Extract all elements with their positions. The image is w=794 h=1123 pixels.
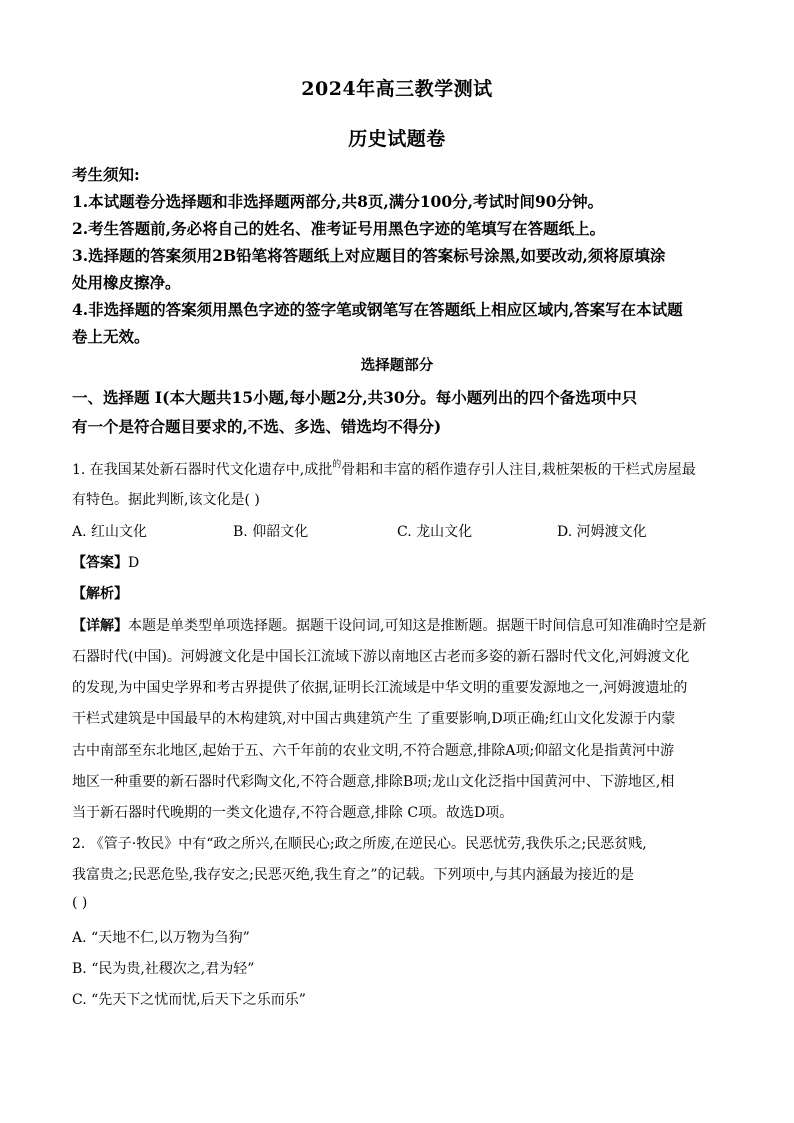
answer-line xyxy=(72,552,139,572)
answer-label: 【答案】 xyxy=(72,555,128,571)
detail-line: 石器时代(中国)。河姆渡文化是中国长江流域下游以南地区古老而多姿的新石器时代文化,河姆渡文化 xyxy=(72,649,690,665)
notice-item: 卷上无效。 xyxy=(72,327,150,346)
option-c: C. 龙山文化 xyxy=(397,524,473,540)
detail-line: 干栏式建筑是中国最早的木构建筑,对中国古典建筑产生 了重要影响,D项正确;红山文化发源于内蒙 xyxy=(72,711,676,727)
option-b: B. “民为贵,社稷次之,君为轻” xyxy=(72,961,255,977)
option-a: A. 红山文化 xyxy=(72,524,148,540)
option-b: B. 仰韶文化 xyxy=(233,524,309,540)
detail-label: 【详解】 xyxy=(72,618,128,634)
analysis-label: 【解析】 xyxy=(72,586,128,602)
detail-line: 的发现,为中国史学界和考古界提供了依据,证明长江流域是中华文明的重要发源地之一,河姆渡遗址的 xyxy=(72,680,688,696)
option-d: D. 河姆渡文化 xyxy=(557,524,647,540)
question-2-stem: 我富贵之;民恶危坠,我存安之;民恶灭绝,我生育之”的记载。下列项中,与其内涵最为接近的是 xyxy=(72,867,634,883)
answer-value: D xyxy=(128,555,140,571)
part1-line: 有一个是符合题目要求的,不选、多选、错选均不得分) xyxy=(72,417,442,436)
option-a: A. “天地不仁,以万物为刍狗” xyxy=(72,930,250,946)
part1-line: 一、选择题 Ⅰ(本大题共15小题,每小题2分,共30分。每小题列出的四个备选项中只 xyxy=(72,388,638,407)
detail-line: 地区一种重要的新石器时代彩陶文化,不符合题意,排除B项;龙山文化泛指中国黄河中、下游地区,相 xyxy=(72,774,675,790)
detail-line: 【详解】本题是单类型单项选择题。据题干设问词,可知这是推断题。据题干时间信息可知准确时空是新 xyxy=(72,618,707,634)
notice-item: 处用橡皮擦净。 xyxy=(72,273,181,292)
option-c: C. “先天下之忧而忧,后天下之乐而乐” xyxy=(72,992,306,1008)
question-2-stem: ( ) xyxy=(72,895,88,911)
question-2-stem: 2. 《管子·牧民》中有“政之所兴,在顺民心;政之所废,在逆民心。民恶忧劳,我佚乐之;民恶贫贱, xyxy=(72,836,647,852)
notice-item: 3.选择题的答案须用2B铅笔将答题纸上对应题目的答案标号涂黑,如要改动,须将原填涂 xyxy=(72,246,666,265)
section-title: 选择题部分 xyxy=(360,357,434,374)
question-1-stem: 1. 在我国某处新石器时代文化遗存中,成批$^的$骨耜和丰富的稻作遗存引人注目,栽桩架板的干栏式房屋最 xyxy=(72,460,696,478)
notice-item: 1.本试题卷分选择题和非选择题两部分,共8页,满分100分,考试时间90分钟。 xyxy=(72,192,604,211)
notice-item: 4.非选择题的答案须用黑色字迹的签字笔或钢笔写在答题纸上相应区域内,答案写在本试题 xyxy=(72,300,683,319)
exam-subtitle: 历史试题卷 xyxy=(348,128,446,150)
question-1-stem: 有特色。据此判断,该文化是( ) xyxy=(72,492,260,508)
detail-line: 当于新石器时代晚期的一类文化遗存,不符合题意,排除 C项。故选D项。 xyxy=(72,805,514,821)
detail-line: 古中南部至东北地区,起始于五、六千年前的农业文明,不符合题意,排除A项;仰韶文化是指黄河中游 xyxy=(72,743,675,759)
notice-heading: 考生须知: xyxy=(72,165,140,184)
exam-title: 2024年高三教学测试 xyxy=(301,78,493,100)
notice-item: 2.考生答题前,务必将自己的姓名、准考证号用黑色字迹的笔填写在答题纸上。 xyxy=(72,219,606,238)
